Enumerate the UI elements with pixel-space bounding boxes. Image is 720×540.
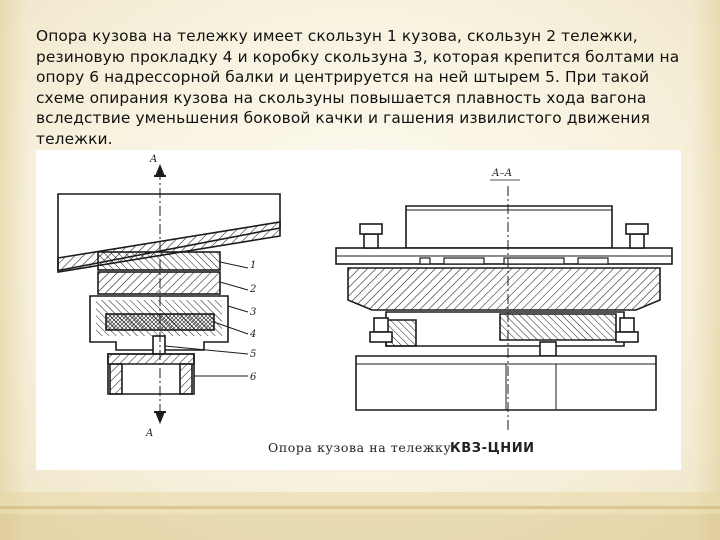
left-view [58,166,280,422]
bogie-slider-2 [98,272,220,294]
bottom-band-dark [0,514,720,540]
left-edge-shade [0,0,28,540]
pin-5 [153,336,165,354]
description-paragraph: Опора кузова на тележку имеет скользун 1 кузова, скользун 2 тележки, резиновую прокладку 4 и коробку скользуна 3, которая крепится болтами на опору 6 надрессорной балки и центрируется на ней штырем 5. При такой схеме опирания кузова на скользуны повышается плавность хода вагона вследствие уменьшения боковой качки и гашения извилистого движения тележки. [36,27,680,148]
bottom-band-line [0,506,720,509]
body-slider-1 [98,252,220,270]
body-post [406,206,612,248]
part-label-2: 2 [250,284,257,295]
slider-assembly [348,268,660,310]
section-marker-bottom: A [146,428,154,439]
slider-slots [420,258,608,264]
part-label-3: 3 [250,307,257,318]
part-label-5: 5 [250,349,257,360]
part-label-1: 1 [250,260,257,271]
technical-drawing [36,150,681,470]
caption-prefix: Опора кузова на тележку [268,440,452,455]
part-label-6: 6 [250,372,257,383]
section-pin [540,342,556,356]
figure-panel [36,150,681,470]
right-edge-shade [692,0,720,540]
section-marker-top: A [150,154,158,165]
part-label-4: 4 [250,329,257,340]
section-view [336,186,672,430]
bottom-band-light [0,492,720,514]
caption-model: КВЗ-ЦНИИ [450,441,535,456]
section-title: А–А [492,168,513,179]
